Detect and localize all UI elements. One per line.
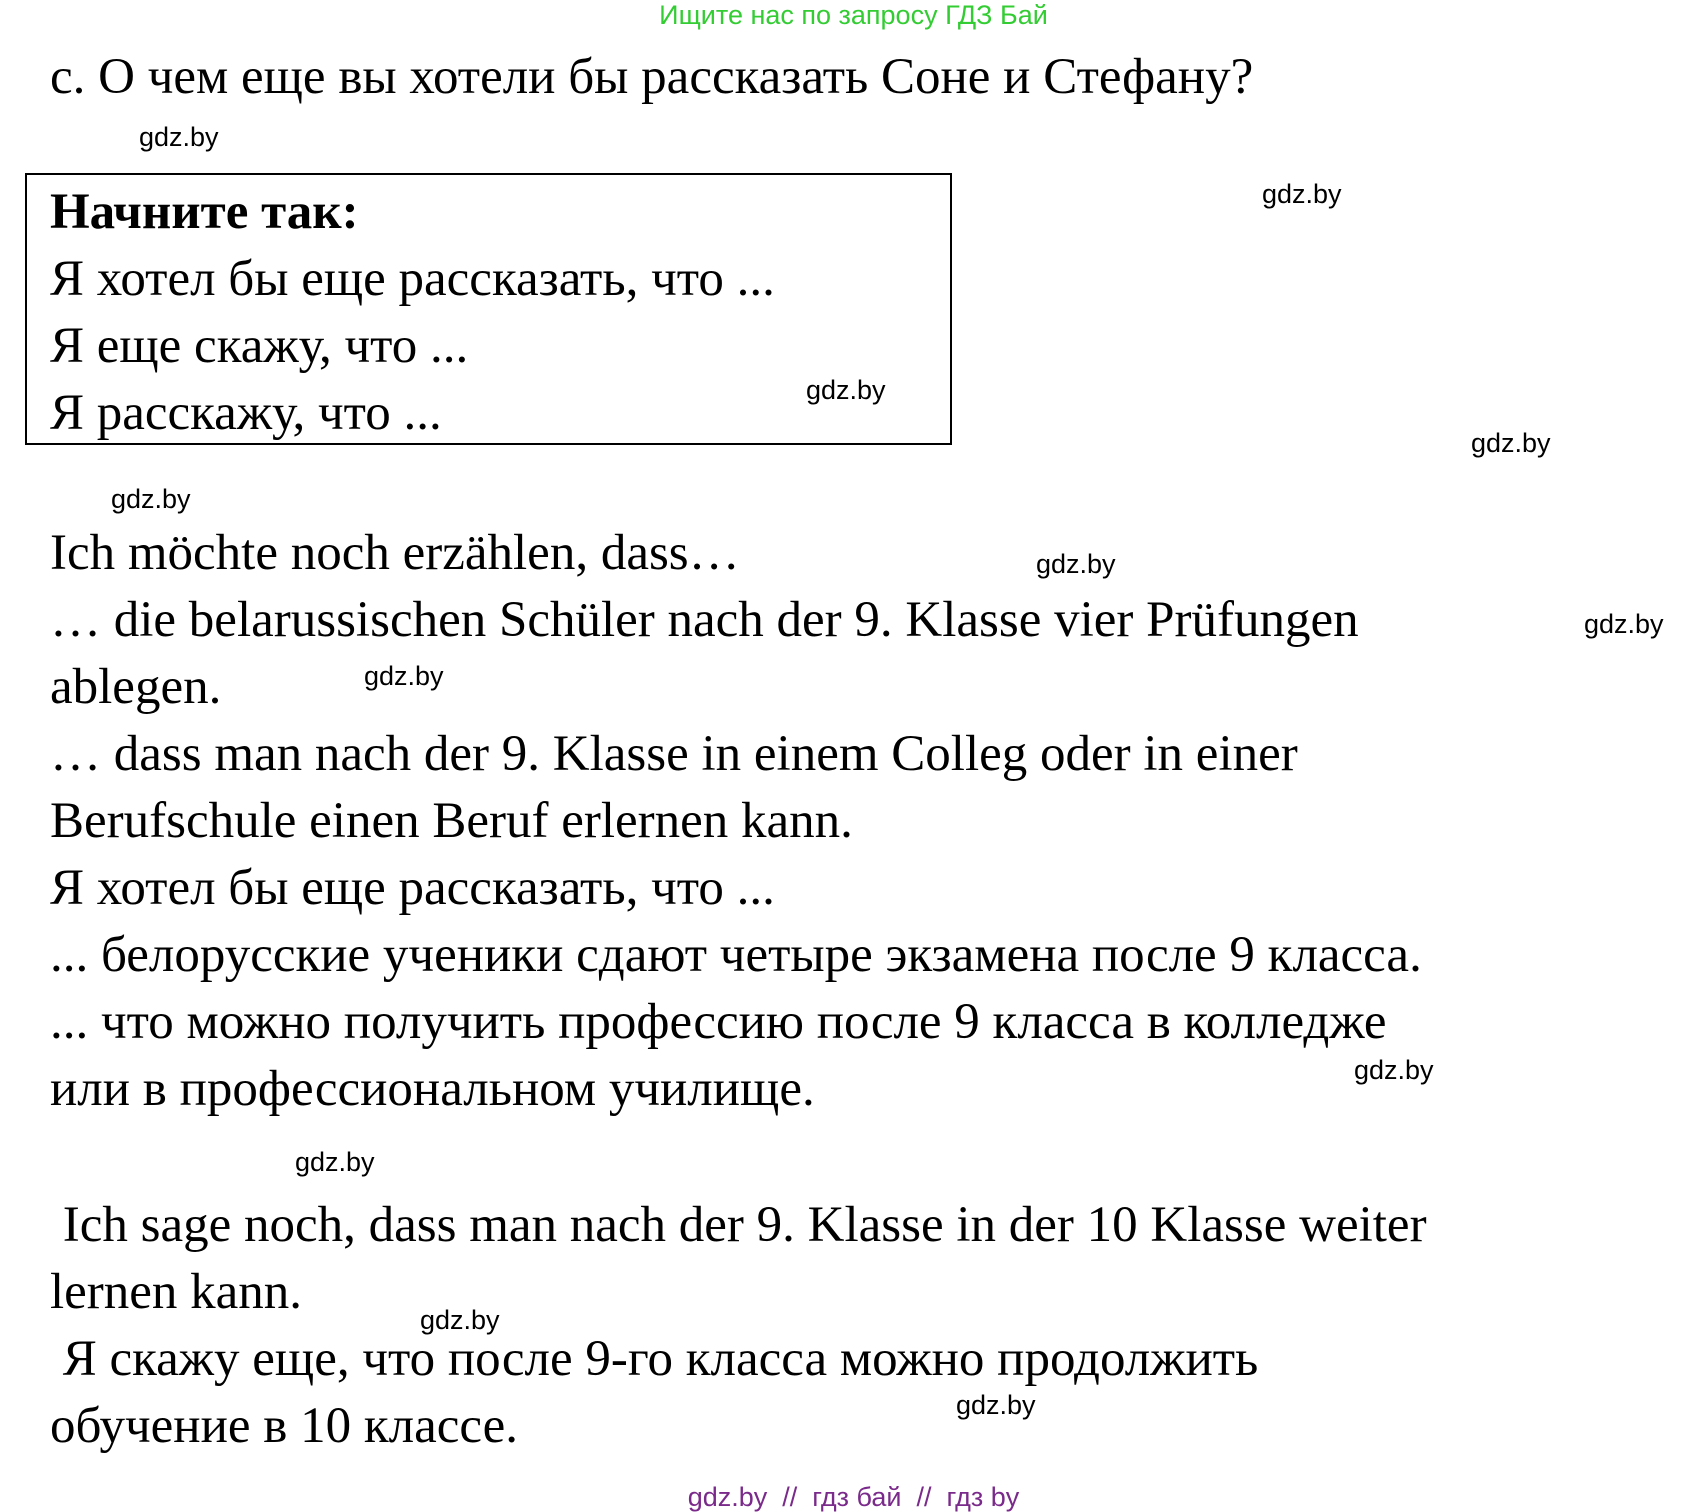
- answer-line: Я скажу еще, что после 9-го класса можно продолжить: [50, 1331, 1259, 1387]
- answer-line: обучение в 10 классе.: [50, 1398, 518, 1454]
- hint-line: Я еще скажу, что ...: [50, 318, 469, 374]
- answer-line: ablegen.: [50, 659, 222, 715]
- footer-links: gdz.by // гдз бай // гдз by: [687, 1482, 1020, 1512]
- answer-line: ... что можно получить профессию после 9 класса в колледже: [50, 994, 1387, 1050]
- watermark: gdz.by: [420, 1305, 500, 1335]
- watermark: gdz.by: [139, 122, 219, 152]
- watermark: gdz.by: [295, 1147, 375, 1177]
- answer-line: Я хотел бы еще рассказать, что ...: [50, 860, 775, 916]
- watermark: gdz.by: [1354, 1055, 1434, 1085]
- task-prompt: c. О чем еще вы хотели бы рассказать Соне и Стефану?: [50, 49, 1254, 105]
- watermark: gdz.by: [1262, 179, 1342, 209]
- watermark: gdz.by: [956, 1390, 1036, 1420]
- answer-line: lernen kann.: [50, 1264, 303, 1320]
- hint-title: Начните так:: [50, 184, 359, 240]
- watermark: gdz.by: [364, 661, 444, 691]
- answer-line: … dass man nach der 9. Klasse in einem Colleg oder in einer: [50, 726, 1298, 782]
- answer-line: Berufschule einen Beruf erlernen kann.: [50, 793, 853, 849]
- watermark: gdz.by: [1584, 609, 1664, 639]
- search-banner: Ищите нас по запросу ГДЗ Бай: [659, 0, 1048, 30]
- answer-line: ... белорусские ученики сдают четыре экзамена после 9 класса.: [50, 927, 1422, 983]
- answer-line: или в профессиональном училище.: [50, 1061, 815, 1117]
- hint-line: Я расскажу, что ...: [50, 385, 442, 441]
- hint-line: Я хотел бы еще рассказать, что ...: [50, 251, 775, 307]
- watermark: gdz.by: [111, 484, 191, 514]
- watermark: gdz.by: [1036, 549, 1116, 579]
- watermark: gdz.by: [806, 375, 886, 405]
- answer-line: Ich möchte noch erzählen, dass…: [50, 525, 740, 581]
- answer-line: … die belarussischen Schüler nach der 9. Klasse vier Prüfungen: [50, 592, 1359, 648]
- answer-line: Ich sage noch, dass man nach der 9. Klasse in der 10 Klasse weiter: [50, 1197, 1427, 1253]
- watermark: gdz.by: [1471, 428, 1551, 458]
